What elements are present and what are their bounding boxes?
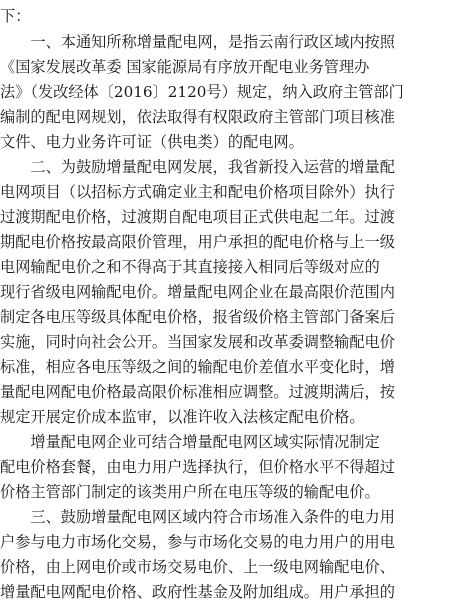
text-line: 编制的配电网规划，依法取得有权限政府主管部门项目核准: [0, 108, 395, 126]
text-line: 增量配电网配电价格、政府性基金及附加组成。用户承担的: [0, 583, 395, 600]
text-line: 价格主管部门制定的该类用户所在电压等级的输配电价。: [0, 483, 380, 501]
text-line: 配电价格套餐，由电力用户选择执行，但价格水平不得超过: [0, 458, 395, 476]
text-line: 标准，相应各电压等级之间的输配电价差值水平变化时，增: [0, 358, 395, 376]
text-line: 下：: [0, 7, 31, 25]
text-line: 户参与电力市场化交易，参与市场化交易的电力用户的用电: [0, 533, 395, 551]
text-line: 《国家发展改革委 国家能源局有序放开配电业务管理办: [0, 58, 370, 76]
text-line: 电网输配电价之和不得高于其直接接入相同后等级对应的: [0, 258, 380, 276]
text-line: 文件、电力业务许可证（供电类）的配电网。: [0, 133, 304, 151]
text-line: 规定开展定价成本监审，以准许收入法核定配电价格。: [0, 408, 365, 426]
text-line: 增量配电网企业可结合增量配电网区域实际情况制定: [0, 433, 380, 451]
text-line: 电网项目（以招标方式确定业主和配电价格项目除外）执行: [0, 183, 395, 201]
text-line: 过渡期配电价格，过渡期自配电项目正式供电起二年。过渡: [0, 208, 395, 226]
text-line: 量配电网配电价格最高限价标准相应调整。过渡期满后，按: [0, 383, 395, 401]
text-line: 制定各电压等级具体配电价格，报省级价格主管部门备案后: [0, 308, 395, 326]
text-line: 期配电价格按最高限价管理，用户承担的配电价格与上一级: [0, 233, 395, 251]
text-line: 实施，同时向社会公开。当国家发展和改革委调整输配电价: [0, 333, 395, 351]
text-line: 现行省级电网输配电价。增量配电网企业在最高限价范围内: [0, 283, 395, 301]
text-line: 法》（发改经体〔2016〕2120号）规定，纳入政府主管部门: [0, 83, 404, 101]
text-line: 价格，由上网电价或市场交易电价、上一级电网输配电价、: [0, 558, 395, 576]
text-line: 一、本通知所称增量配电网，是指云南行政区域内按照: [0, 33, 395, 51]
text-line: 三、鼓励增量配电网区域内符合市场准入条件的电力用: [0, 508, 395, 526]
text-line: 二、为鼓励增量配电网发展，我省新投入运营的增量配: [0, 158, 395, 176]
